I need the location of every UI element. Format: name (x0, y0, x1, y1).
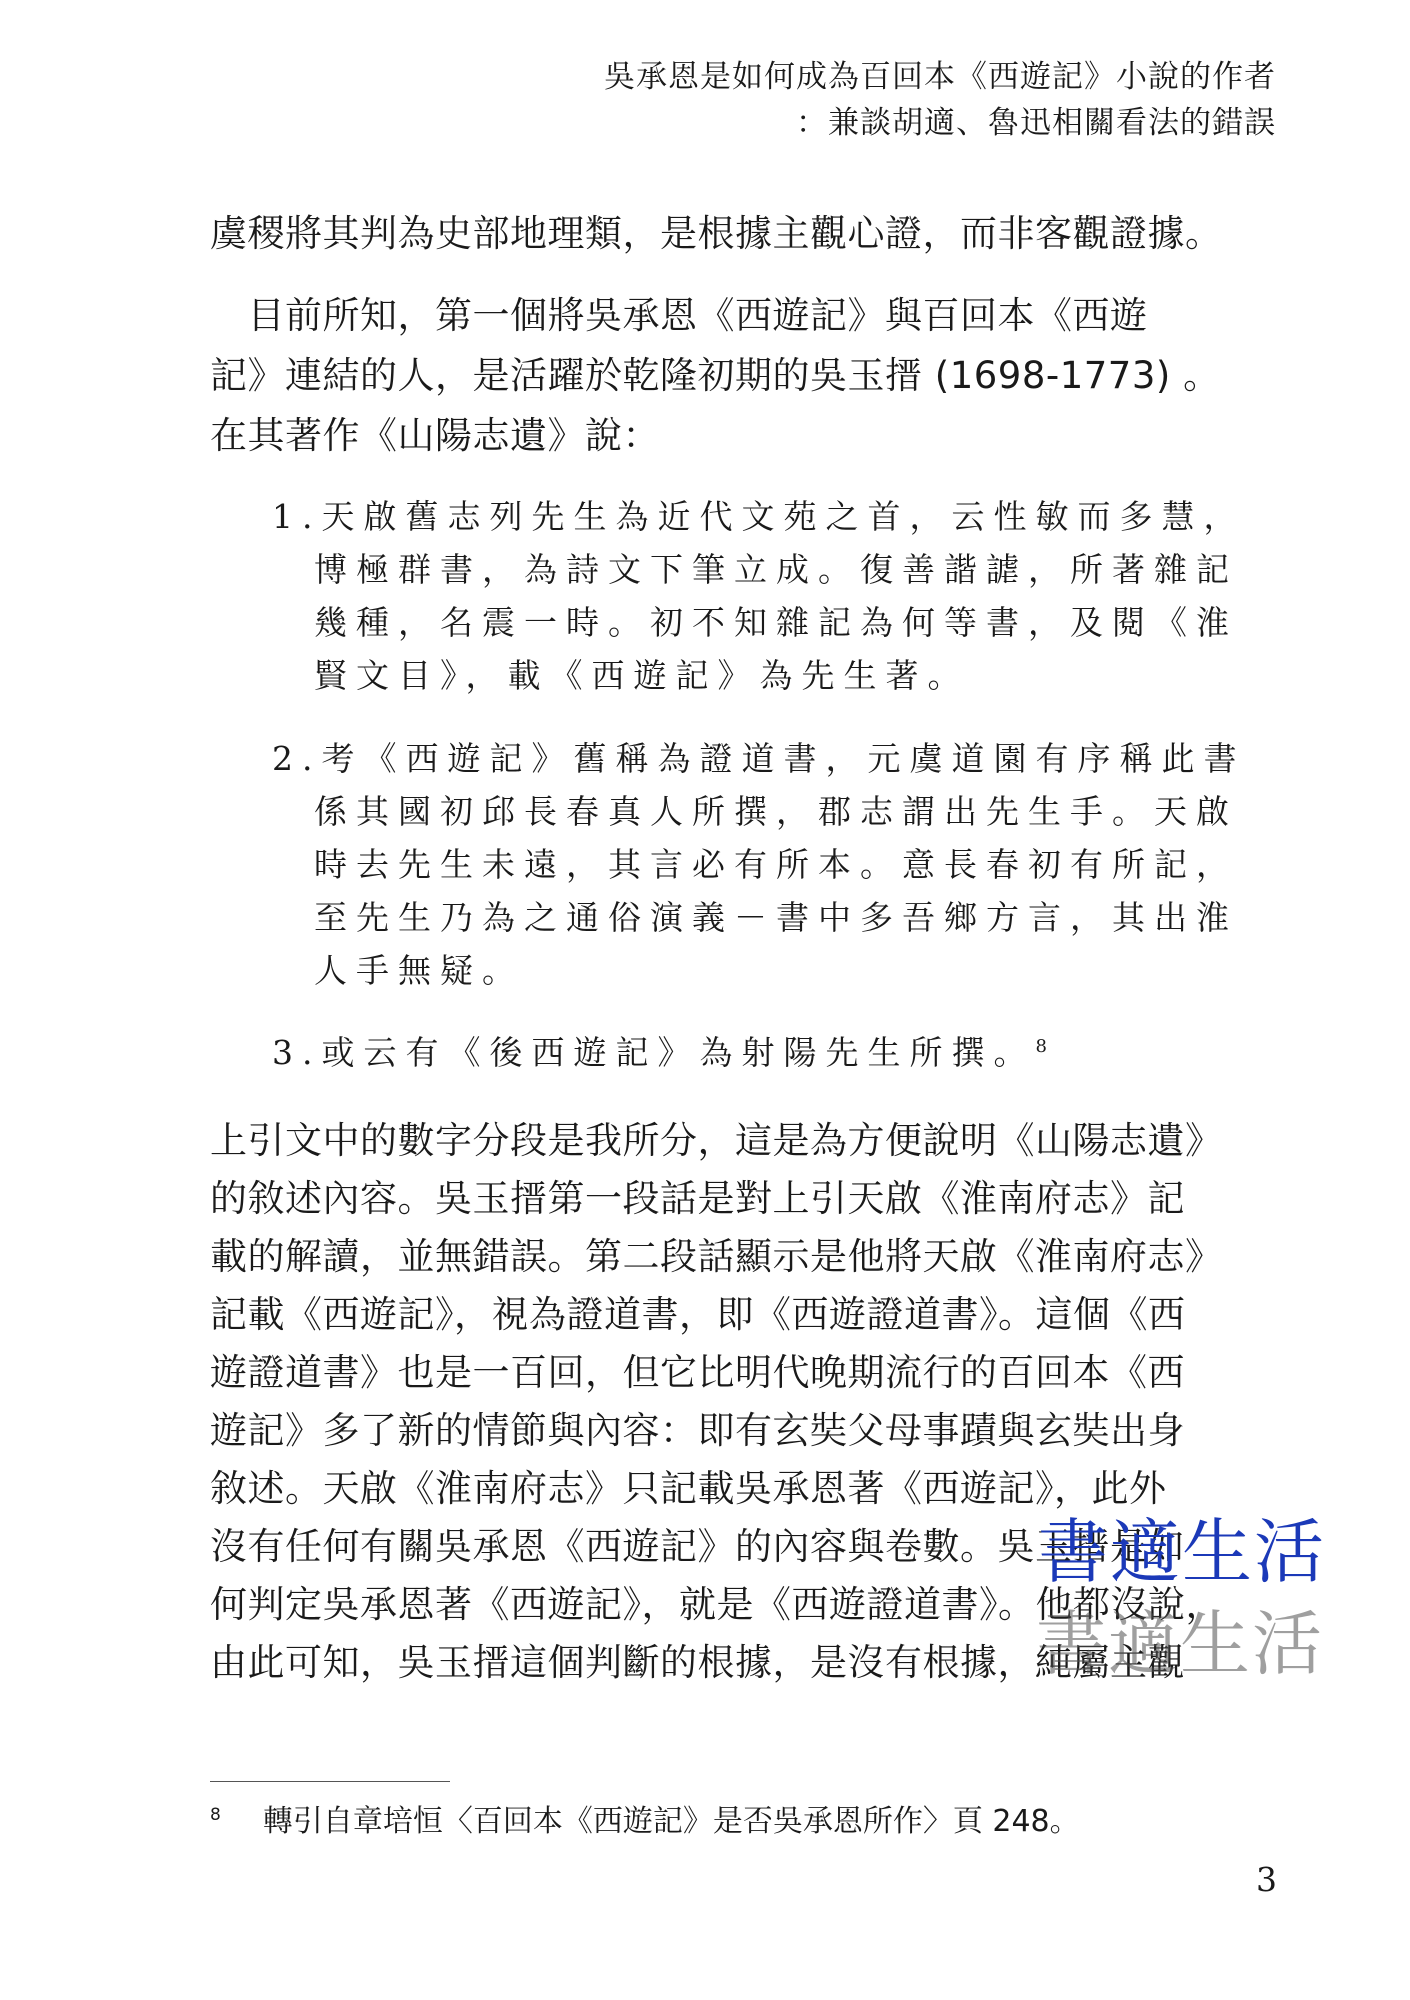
body-line: 遊記》多了新的情節與內容：即有玄奘父母事蹟與玄奘出身 (210, 1409, 1185, 1452)
footnote-reference[interactable]: 8 (1035, 1036, 1047, 1057)
quote-line: 幾種，名震一時。初不知雜記為何等書，及閱《淮 (314, 603, 1238, 642)
body-line: 沒有任何有關吳承恩《西遊記》的內容與卷數。吳玉搢是如 (210, 1525, 1185, 1568)
body-line: 在其著作《山陽志遺》說： (210, 414, 660, 457)
running-header (604, 54, 1276, 146)
body-line: 記》連結的人，是活躍於乾隆初期的吳玉搢 (1698-1773) 。 (210, 354, 1221, 397)
body-line: 目前所知，第一個將吳承恩《西遊記》與百回本《西遊 (210, 294, 1148, 337)
quote-item-1 (272, 491, 1246, 538)
quote-item-number: 2. (272, 739, 322, 778)
body-line: 遊證道書》也是一百回，但它比明代晚期流行的百回本《西 (210, 1351, 1185, 1394)
body-line: 上引文中的數字分段是我所分，這是為方便說明《山陽志遺》 (210, 1119, 1223, 1162)
body-line: 記載《西遊記》，視為證道書，即《西遊證道書》。這個《西 (210, 1293, 1186, 1336)
watermark-logo: 書適生活 (1038, 1511, 1326, 1593)
footnote-divider (210, 1781, 450, 1782)
quote-line: 係其國初邱長春真人所撰，郡志謂出先生手。天啟 (314, 792, 1238, 831)
body-line: 載的解讀，並無錯誤。第二段話顯示是他將天啟《淮南府志》 (210, 1235, 1223, 1278)
body-line: 敘述。天啟《淮南府志》只記載吳承恩著《西遊記》，此外 (210, 1467, 1167, 1510)
quote-line: 或云有《後西遊記》為射陽先生所撰。 (321, 1033, 1036, 1072)
quote-line: 時去先生未遠，其言必有所本。意長春初有所記， (314, 845, 1238, 884)
body-line: 何判定吳承恩著《西遊記》，就是《西遊證道書》。他都沒說， (210, 1583, 1223, 1626)
quote-line: 博極群書，為詩文下筆立成。復善諧謔，所著雜記 (314, 550, 1238, 589)
footnote-mark: 8 (210, 1805, 221, 1825)
quote-item-number: 3. (272, 1033, 322, 1072)
page-number: 3 (1256, 1860, 1277, 1899)
quote-line: 天啟舊志列先生為近代文苑之首，云性敏而多慧， (321, 497, 1246, 536)
header-title-line2: ：兼談胡適、魯迅相關看法的錯誤 (796, 105, 1276, 141)
header-title-line1: 吳承恩是如何成為百回本《西遊記》小說的作者 (604, 59, 1276, 95)
quote-line: 人手無疑。 (314, 951, 524, 990)
footnote (210, 1796, 1080, 1840)
watermark-logo-shadow: 書適生活 (1036, 1603, 1324, 1685)
body-line: 的敘述內容。吳玉搢第一段話是對上引天啟《淮南府志》記 (210, 1177, 1185, 1220)
quote-line: 考《西遊記》舊稱為證道書，元虞道園有序稱此書 (321, 739, 1246, 778)
body-line: 虞稷將其判為史部地理類，是根據主觀心證，而非客觀證據。 (210, 212, 1223, 255)
quote-item-number: 1. (272, 497, 322, 536)
quote-line: 至先生乃為之通俗演義－書中多吾鄉方言，其出淮 (314, 898, 1238, 937)
quote-item-3 (272, 1027, 1047, 1074)
quote-item-2 (272, 733, 1246, 780)
footnote-text: 轉引自章培恒〈百回本《西遊記》是否吳承恩所作〉頁 248。 (262, 1804, 1080, 1839)
body-line: 由此可知，吳玉搢這個判斷的根據，是沒有根據，純屬主觀 (210, 1641, 1185, 1684)
quote-line: 賢文目》，載《西遊記》為先生著。 (314, 656, 970, 695)
